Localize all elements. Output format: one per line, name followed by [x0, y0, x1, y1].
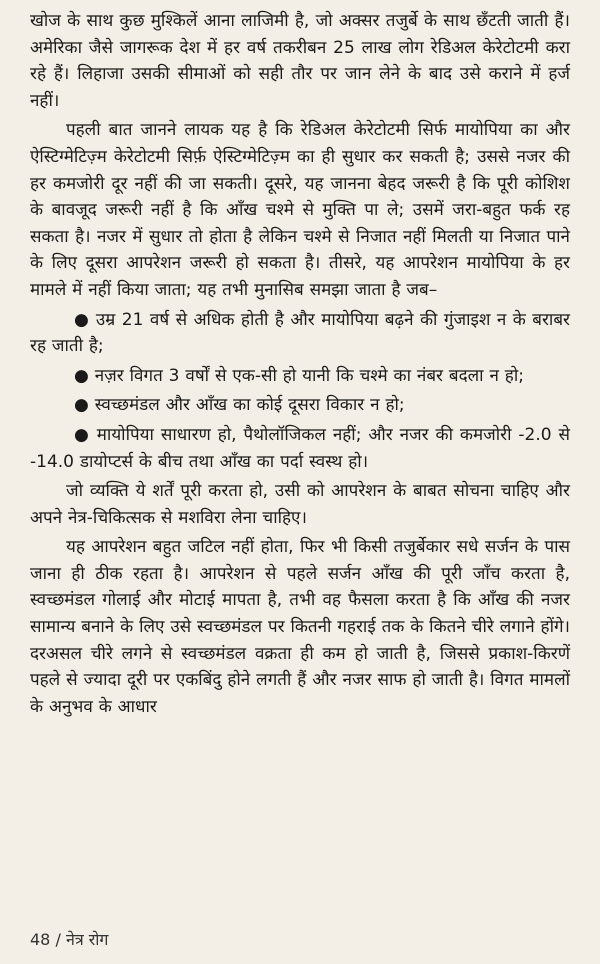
- page-number: 48: [30, 930, 51, 949]
- footer-separator: /: [55, 930, 61, 949]
- paragraph-1: खोज के साथ कुछ मुश्किलें आना लाजिमी है, जो अक्सर तजुर्बे के साथ छँटती जाती हैं। अमेरिका जैसे जागरूक देश में हर वर्ष तकरीबन 25 लाख लोग रेडिअल केरेटोटमी करा रहे हैं। लिहाजा उसकी सीमाओं को सही तौर पर जान लेने के बाद उसे कराने में हर्ज नहीं।: [30, 11, 570, 111]
- paragraph-3: जो व्यक्ति ये शर्तें पूरी करता हो, उसी को आपरेशन के बाबत सोचना चाहिए और अपने नेत्र-चिकित्सक से मशविरा लेना चाहिए।: [30, 481, 570, 528]
- page-footer: [30, 930, 108, 950]
- paragraph-4: यह आपरेशन बहुत जटिल नहीं होता, फिर भी किसी तजुर्बेकार सधे सर्जन के पास जाना ही ठीक रहता है। आपरेशन से पहले सर्जन आँख की पूरी जाँच करता है, स्वच्छमंडल गोलाई और मोटाई मापता है, तभी वह फैसला करता है कि आँख की नजर सामान्य बनाने के लिए उसे स्वच्छमंडल पर कितनी गहराई तक के कितने चीरे लगाने होंगे। दरअसल चीरे लगने से स्वच्छमंडल वक्रता ही कम हो जाती है, जिससे प्रकाश-किरणें पहले से ज्यादा दूरी पर एकबिंदु होने लगती हैं और नजर साफ हो जाती है। विगत मामलों के अनुभव के आधार: [30, 537, 571, 717]
- book-title: नेत्र रोग: [65, 930, 109, 949]
- paragraph-2: पहली बात जानने लायक यह है कि रेडिअल केरेटोटमी सिर्फ मायोपिया का और ऐस्टिग्मेटिज़्म केरेटोटमी सिर्फ़ ऐस्टिग्मेटिज़्म का ही सुधार कर सकती है; उससे नजर की हर कमजोरी दूर नहीं की जा सकती। दूसरे, यह जानना बेहद जरूरी है कि पूरी कोशिश के बावजूद जरूरी नहीं है कि आँख चश्मे से मुक्ति पा ले; उसमें जरा-बहुत फर्क रह सकता है। नजर में सुधार तो होता है लेकिन चश्मे से निजात नहीं मिलती या निजात पाने के लिए दूसरा आपरेशन जरूरी हो सकता है। तीसरे, यह आपरेशन मायोपिया के हर मामले में नहीं किया जाता; यह तभी मुनासिब समझा जाता है जब–: [30, 120, 570, 300]
- bullet-item-myopia-range: ● मायोपिया साधारण हो, पैथोलॉजिकल नहीं; और नजर की कमजोरी -2.0 से -14.0 डायोप्टर्स के बीच तथा आँख का पर्दा स्वस्थ हो।: [30, 424, 570, 472]
- bullet-item-age: ● उम्र 21 वर्ष से अधिक होती है और मायोपिया बढ़ने की गुंजाइश न के बराबर रह जाती है;: [30, 309, 570, 357]
- bullet-item-no-disorder: ● स्वच्छमंडल और आँख का कोई दूसरा विकार न हो;: [74, 395, 405, 416]
- bullet-item-stable-vision: ● नज़र विगत 3 वर्षों से एक-सी हो यानी कि चश्मे का नंबर बदला न हो;: [74, 365, 524, 386]
